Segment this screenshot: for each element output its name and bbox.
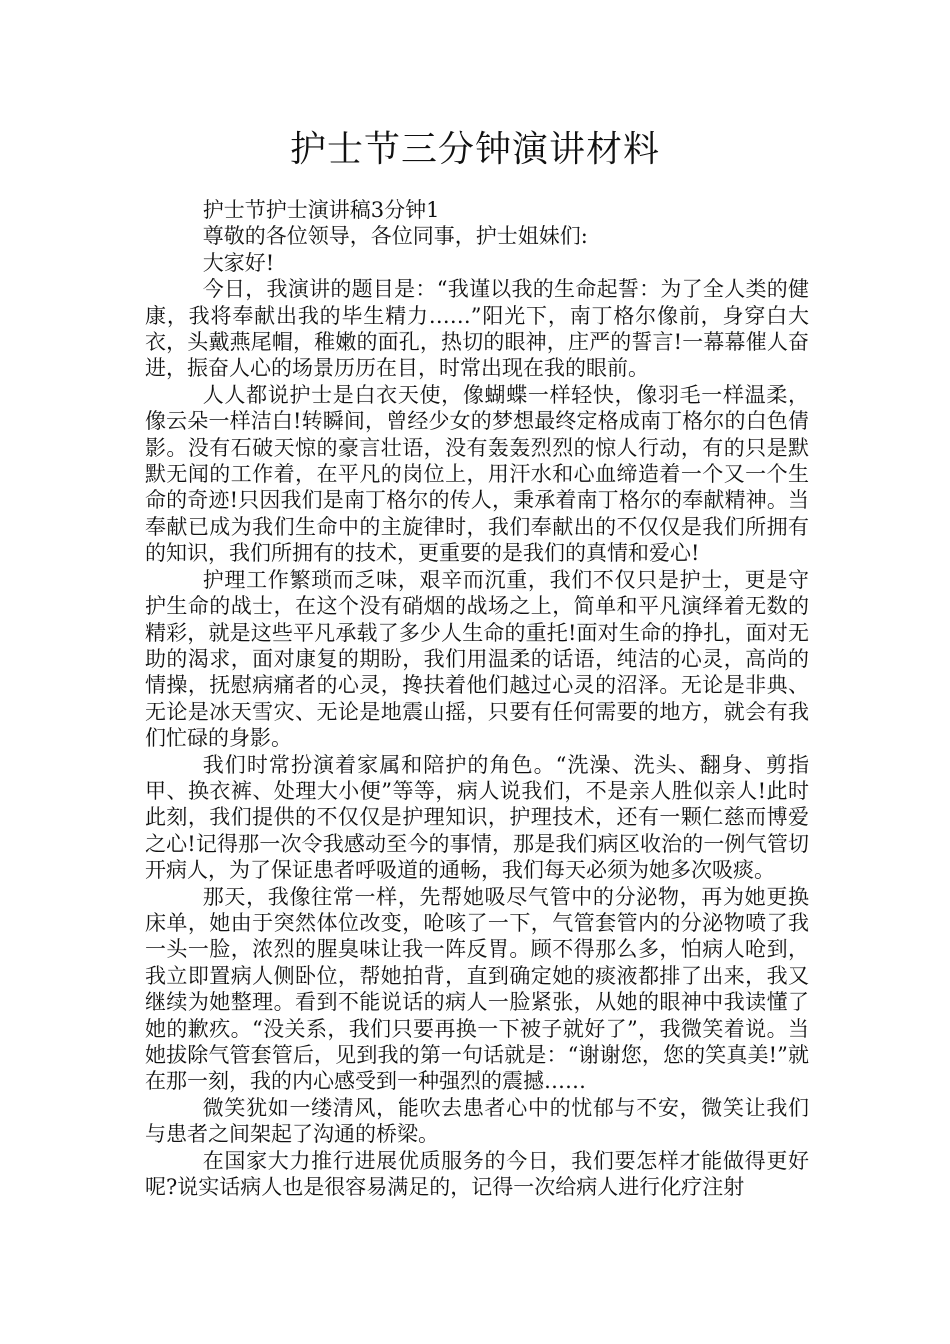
paragraph-body: 今日，我演讲的题目是：“我谨以我的生命起誓：为了全人类的健康，我将奉献出我的毕生精力……”阳光下，南丁格尔像前，身穿白大衣，头戴燕尾帽，稚嫩的面孔，热切的眼神，庄严的誓言!一幕幕催人奋进，振奋人心的场景历历在目，时常出现在我的眼前。 xyxy=(145,277,809,381)
paragraph-body: 在国家大力推行进展优质服务的今日，我们要怎样才能做得更好呢?说实话病人也是很容易满足的，记得一次给病人进行化疗注射 xyxy=(145,1148,809,1200)
document-body xyxy=(145,197,809,1200)
paragraph-salutation: 尊敬的各位领导，各位同事，护士姐妹们: xyxy=(202,224,588,249)
document-title: 护士节三分钟演讲材料 xyxy=(289,129,660,170)
paragraph-body: 那天，我像往常一样，先帮她吸尽气管中的分泌物，再为她更换床单，她由于突然体位改变，呛咳了一下，气管套管内的分泌物喷了我一头一脸，浓烈的腥臭味让我一阵反胃。顾不得那么多，怕病人呛到，我立即置病人侧卧位，帮她拍背，直到确定她的痰液都排了出来，我又继续为她整理。看到不能说话的病人一脸紧张，从她的眼神中我读懂了她的歉疚。“没关系，我们只要再换一下被子就好了”，我微笑着说。当她拔除气管套管后，见到我的第一句话就是：“谢谢您，您的笑真美!”就在那一刻，我的内心感受到一种强烈的震撼…… xyxy=(145,884,809,1094)
paragraph-body: 微笑犹如一缕清风，能吹去患者心中的忧郁与不安，微笑让我们与患者之间架起了沟通的桥梁。 xyxy=(145,1095,809,1147)
paragraph-body: 人人都说护士是白衣天使，像蝴蝶一样轻快，像羽毛一样温柔，像云朵一样洁白!转瞬间，曾经少女的梦想最终定格成南丁格尔的白色倩影。没有石破天惊的豪言壮语，没有轰轰烈烈的惊人行动，有的只是默默无闻的工作着，在平凡的岗位上，用汗水和心血缔造着一个又一个生命的奇迹!只因我们是南丁格尔的传人，秉承着南丁格尔的奉献精神。当奉献已成为我们生命中的主旋律时，我们奉献出的不仅仅是我们所拥有的知识，我们所拥有的技术，更重要的是我们的真情和爱心! xyxy=(145,382,809,566)
paragraph-greeting: 大家好! xyxy=(202,250,275,275)
paragraph-heading: 护士节护士演讲稿3分钟1 xyxy=(202,198,440,222)
paragraph-body: 护理工作繁琐而乏味，艰辛而沉重，我们不仅只是护士，更是守护生命的战士，在这个没有硝烟的战场之上，简单和平凡演绎着无数的精彩，就是这些平凡承载了多少人生命的重托!面对生命的挣扎，面对无助的渴求，面对康复的期盼，我们用温柔的话语，纯洁的心灵，高尚的情操，抚慰病痛者的心灵，搀扶着他们越过心灵的沼泽。无论是非典、无论是冰天雪灾、无论是地震山摇，只要有任何需要的地方，就会有我们忙碌的身影。 xyxy=(145,567,809,751)
paragraph-body: 我们时常扮演着家属和陪护的角色。“洗澡、洗头、翻身、剪指甲、换衣裤、处理大小便”等等，病人说我们，不是亲人胜似亲人!此时此刻，我们提供的不仅仅是护理知识，护理技术，还有一颗仁慈而博爱之心!记得那一次令我感动至今的事情，那是我们病区收治的一例气管切开病人，为了保证患者呼吸道的通畅，我们每天必须为她多次吸痰。 xyxy=(145,752,809,883)
